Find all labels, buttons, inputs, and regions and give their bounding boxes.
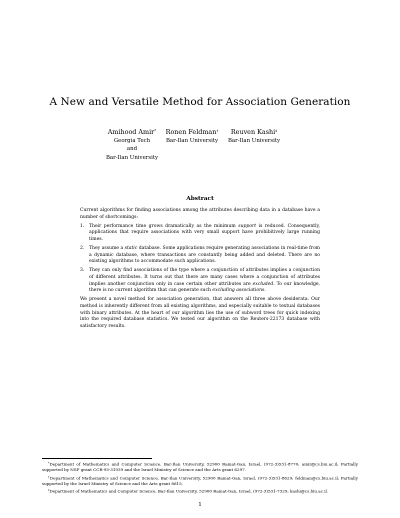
footnote-mark: *: [48, 461, 50, 465]
shortcoming-emphasis: static: [124, 246, 138, 252]
footnote-mark: ‡: [48, 488, 50, 493]
author-2-mark: †: [216, 128, 219, 133]
shortcoming-item: [80, 268, 320, 295]
footnote-rule: [42, 458, 152, 459]
shortcoming-text: They can only find associations of the type where a conjunction of attributes implies a conjunction of different attributes. It turns out that there are many cases where a conjunction of attributes implies another conjunction only in case certain other attributes are: [89, 268, 320, 287]
shortcoming-item: [80, 224, 320, 244]
shortcoming-emphasis: excluding associations: [212, 288, 265, 294]
shortcomings-list: [80, 224, 320, 295]
shortcoming-text: . To our knowledge, there is no current algorithm that can generate such: [89, 281, 321, 294]
footnote-text: Department of Mathematics and Computer Science, Bar-Ilan University, 52900 Ramat-Gan, Israel, (972-3)531-8770; amir@cs.biu.ac.il; Partially supported by NSF grant CCR-95-31939 and the Israel Ministry of Science and the Arts grant 6297.: [42, 461, 358, 473]
author-1-affiliation-1: Georgia Tech: [113, 138, 151, 144]
abstract-heading: Abstract: [186, 196, 214, 202]
author-1-name: Amihood Amir: [107, 128, 155, 136]
paper-title: A New and Versatile Method for Association Generation: [49, 96, 351, 108]
shortcoming-number: 2.: [80, 246, 85, 252]
footnote-1: [42, 461, 358, 473]
footnote-text: Department of Mathematics and Computer Science, Bar-Ilan University, 52900 Ramat-Gan, Israel, (972-3)531-7329; kashi@cs.biu.ac.il.: [49, 488, 329, 494]
shortcoming-text: They assume a: [89, 246, 125, 252]
shortcoming-emphasis: excluded: [252, 281, 274, 287]
shortcoming-number: 1.: [80, 223, 85, 229]
abstract-body: [80, 208, 320, 331]
footnote-3: [42, 488, 358, 494]
shortcoming-text: database. Some applications require generating associations in real-time from a dynamic database, where transactions are constantly being added and deleted. There are no existing algorithms to accommodate such applications.: [89, 246, 320, 265]
shortcoming-text: is reduced. Consequently, applications that require associations with very small support have prohibitively large running times.: [89, 223, 320, 243]
shortcoming-text: Their performance time grows dramatically as the minimum: [89, 223, 239, 229]
footnotes: [42, 458, 358, 496]
author-1-affiliation-3: Bar-Ilan University: [105, 154, 159, 161]
author-3-affiliation: Bar-Ilan University: [227, 138, 281, 144]
abstract-intro: Current algorithms for finding associations among the attributes describing data in a database have a number of shortcomings:: [80, 208, 320, 220]
author-3-mark: ‡: [275, 128, 278, 133]
abstract-closing: We present a novel method for association generation, that answers all three above desiderata. Our method is inherently different from all existing algorithms, and especially suitable to textual databases with binary attributes. At the heart of our algorithm lies the use of subword trees for quick indexing into the required database statistics. We tested our algorithm on the Reuters-22173 database with satisfactory results.: [80, 297, 320, 330]
author-1-affiliation-2: and: [126, 146, 138, 153]
shortcoming-emphasis: support: [238, 223, 257, 229]
author-2-affiliation: Bar-Ilan University: [165, 138, 219, 144]
author-3: [224, 126, 284, 145]
author-2: [162, 126, 222, 145]
footnote-mark: †: [48, 474, 50, 479]
footnote-text: Department of Mathematics and Computer Science, Bar-Ilan University, 52900 Ramat-Gan, Israel, (972-3)531-8629; feldman@cs.biu.ac.il; Partially supported by the Israel Ministry of Science and the Arts grant 8615.: [42, 475, 359, 487]
shortcoming-number: 3.: [80, 268, 85, 274]
author-block: [0, 126, 400, 166]
author-3-name: Reuven Kashi: [230, 128, 276, 136]
shortcoming-text: .: [264, 288, 266, 294]
page-number: 1: [198, 502, 202, 508]
footnote-2: [42, 475, 358, 487]
author-2-name: Ronen Feldman: [165, 128, 217, 136]
shortcoming-item: [80, 246, 320, 266]
author-1-mark: *: [154, 128, 157, 133]
author-1: [103, 126, 161, 162]
